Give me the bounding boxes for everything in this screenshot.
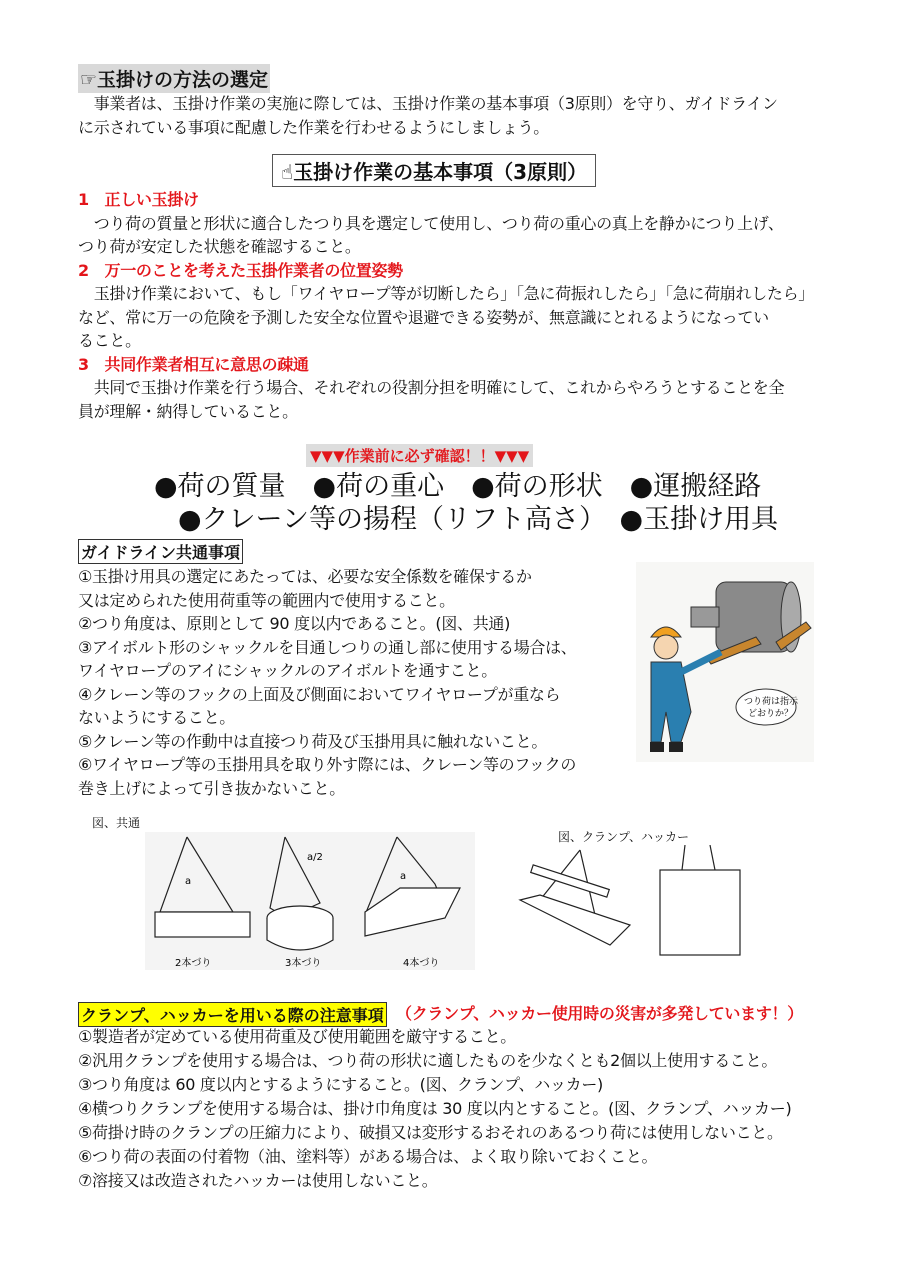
bubble-text: どおりか？ — [748, 709, 794, 719]
check-banner: ▼▼▼作業前に必ず確認！！▼▼▼ — [306, 444, 533, 467]
figure-clamp — [510, 845, 750, 965]
check-line: ●荷の質量 ●荷の重心 ●荷の形状 ●運搬経路 — [154, 471, 762, 502]
clamp-warning: （クランプ、ハッカー使用時の災害が多発しています！） — [396, 1004, 803, 1023]
figure-label-clamp: 図、クランプ、ハッカー — [558, 830, 690, 844]
bubble-text: つり荷は指示 — [744, 697, 799, 707]
figure-caption: 2本づり — [175, 958, 212, 969]
worker-illustration — [636, 562, 814, 762]
pointing-hand-icon: ☞ — [80, 69, 98, 91]
clamp-title: クランプ、ハッカーを用いる際の注意事項 — [78, 1002, 387, 1027]
figure-common — [145, 832, 475, 970]
guideline-list: ①玉掛け用具の選定にあたっては、必要な安全係数を確保するか 又は定められた使用荷重等の範囲内で使用すること。 ②つり角度は、原則として 90 度以内であること。(図、共通) ③アイボルト形のシャックルを目通しつりの通し部に使用する場合は、 ワイヤロープのアイにシャックルのアイボルトを通すこと。 ④クレーン等のフックの上面及び側面においてワイヤロープが重なら ないようにすること。 ⑤クレーン等の作動中は直接つり荷及び玉掛用具に触れないこと。 ⑥ワイヤロープ等の玉掛用具を取り外す際には、クレーン等のフックの 巻き上げによって引き抜かないこと。 — [78, 567, 577, 798]
intro-text: 事業者は、玉掛け作業の実施に際しては、玉掛け作業の基本事項（3原則）を守り、ガイドライン に示されている事項に配慮した作業を行わせるようにしましょう。 — [78, 94, 778, 137]
angle-label: a — [185, 876, 192, 887]
clamp-list: ①製造者が定めている使用荷重及び使用範囲を厳守すること。 ②汎用クランプを使用する場合は、つり荷の形状に適したものを少なくとも2個以上使用すること。 ③つり角度は 60 度以内とするようにすること。(図、クランプ、ハッカー) ④横つりクランプを使用する場合は、掛け巾角度は 30 度以内とすること。(図、クランプ、ハッカー) ⑤荷掛け時のクランプの圧縮力により、破損又は変形するおそれのあるつり荷には使用しないこと。 ⑥つり荷の表面の付着物（油、塗料等）がある場合は、よく取り除いておくこと。 ⑦溶接又は改造されたハッカーは使用しないこと。 — [78, 1027, 792, 1190]
figure-label-common: 図、共通 — [92, 816, 141, 830]
figure-caption: 4本づり — [403, 958, 440, 969]
angle-label: a — [400, 871, 407, 882]
finger-up-icon: ☝ — [281, 160, 294, 184]
check-line: ●クレーン等の揚程（リフト高さ） ●玉掛け用具 — [178, 504, 779, 535]
angle-label: a/2 — [307, 852, 323, 863]
principles-heading: ☝玉掛け作業の基本事項（3原則） — [272, 154, 596, 187]
section-title: ☞玉掛けの方法の選定 — [78, 64, 270, 93]
principles-list: 1 正しい玉掛け つり荷の質量と形状に適合したつり具を選定して使用し、つり荷の重心の真上を静かにつり上げ、 つり荷が安定した状態を確認すること。 2 万一のことを考えた玉掛作業者の位置姿勢 玉掛け作業において、もし「ワイヤロープ等が切断したら」「急に荷振れしたら」「急に荷崩れしたら」 など、常に万一の危険を予測した安全な位置や退避できる姿勢が、無意識にとれるようになってい ること。 3 共同作業者相互に意思の疎通 共同で玉掛け作業を行う場合、それぞれの役割分担を明確にして、これからやろうとすることを全 員が理解・納得していること。 — [78, 190, 815, 421]
figure-caption: 3本づり — [285, 958, 322, 969]
guideline-title: ガイドライン共通事項 — [78, 539, 243, 564]
